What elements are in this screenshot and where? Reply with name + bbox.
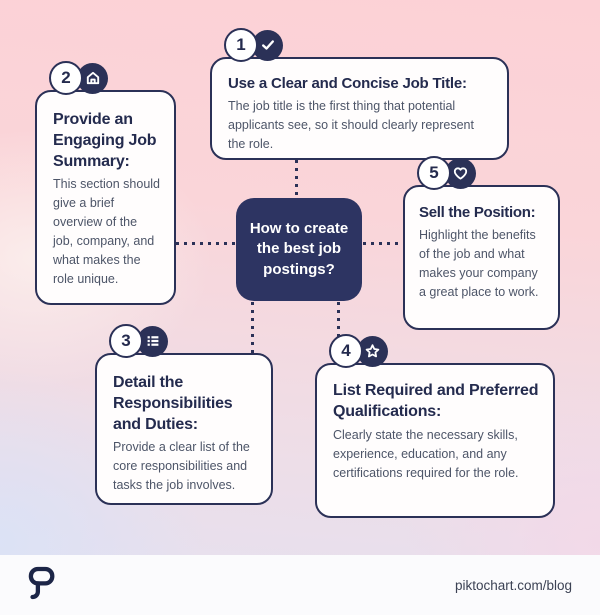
card4-title: List Required and Preferred Qualifications: <box>333 382 539 420</box>
card1-title: Use a Clear and Concise Job Title: <box>228 75 467 92</box>
card-job-summary <box>35 68 176 305</box>
center-question-box <box>236 198 362 301</box>
card4-badge <box>329 334 388 368</box>
connector-center-card3 <box>251 302 254 353</box>
connector-center-card5 <box>363 242 403 245</box>
step-number-1: 1 <box>224 28 258 62</box>
footer-bar <box>0 555 600 615</box>
card-qualifications <box>315 341 555 518</box>
card5-title: Sell the Position: <box>419 204 536 221</box>
card-responsibilities <box>95 331 273 505</box>
step-number-3: 3 <box>109 324 143 358</box>
card3-title: Detail the Responsibilities and Duties: <box>113 374 233 433</box>
connector-card1-center <box>295 160 298 198</box>
step-number-5: 5 <box>417 156 451 190</box>
card-job-title <box>210 35 509 160</box>
card3-body: Provide a clear list of the core responsibilities and tasks the job involves. <box>113 440 250 493</box>
step-number-4: 4 <box>329 334 363 368</box>
card1-badge <box>224 28 283 62</box>
center-question-title: How to create the best job postings? <box>249 220 349 278</box>
piktochart-logo <box>28 564 56 607</box>
card4-body: Clearly state the necessary skills, experience, education, and any certifications required for the role. <box>333 427 519 480</box>
card-sell-position <box>403 163 560 330</box>
connector-card2-center <box>176 242 236 245</box>
step-number-2: 2 <box>49 61 83 95</box>
card5-body: Highlight the benefits of the job and what makes your company a great place to work. <box>419 227 539 299</box>
card2-title: Provide an Engaging Job Summary: <box>53 111 157 170</box>
footer-url: piktochart.com/blog <box>454 577 572 593</box>
card2-badge <box>49 61 108 95</box>
card1-body: The job title is the first thing that potential applicants see, so it should clearly represent the role. <box>228 98 474 151</box>
card3-badge <box>109 324 168 358</box>
card2-body: This section should give a brief overview of the job, company, and what makes the role unique. <box>53 177 161 287</box>
card5-badge <box>417 156 476 190</box>
